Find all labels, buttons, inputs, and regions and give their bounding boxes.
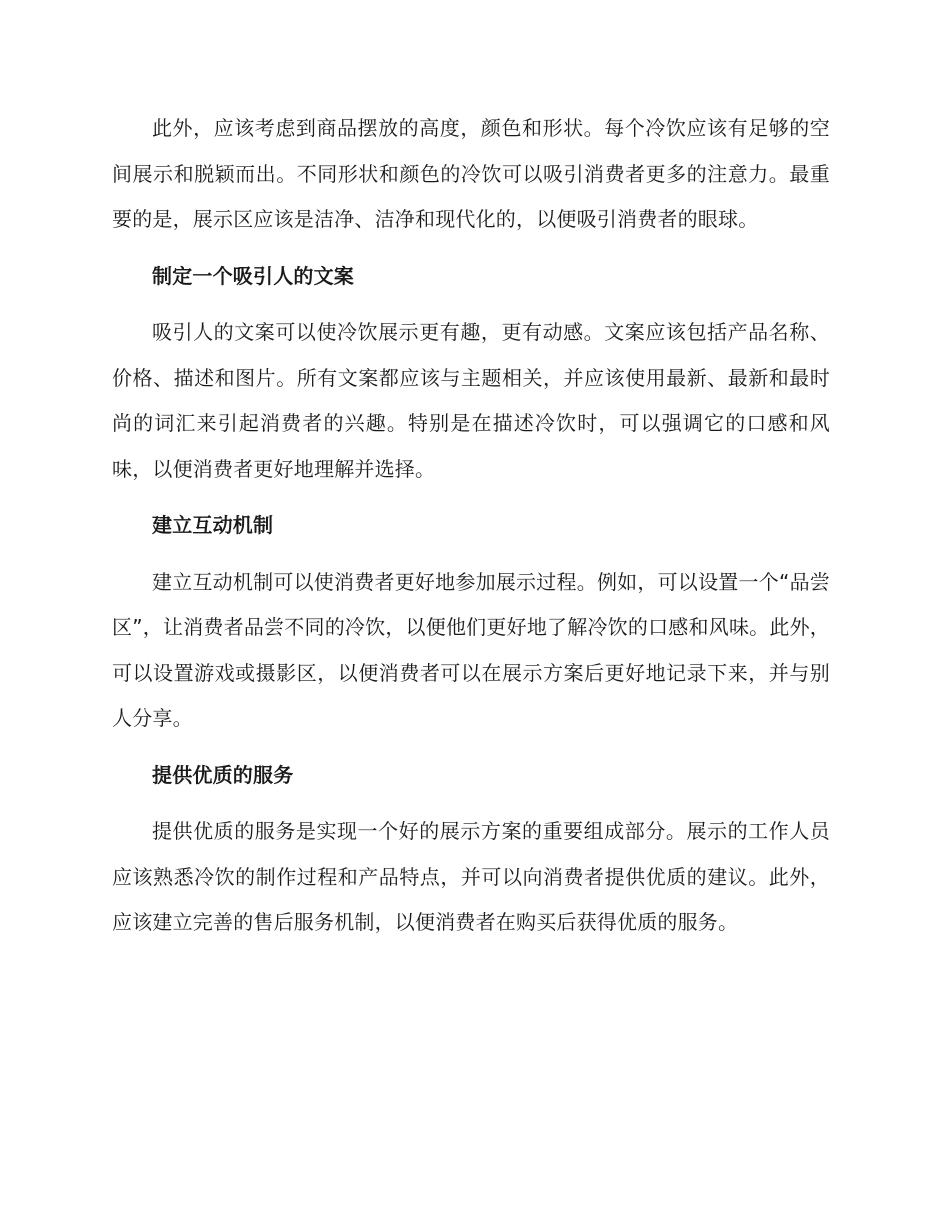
section-heading-interaction: 建立互动机制 [152, 513, 274, 537]
spacer [112, 798, 830, 809]
spacer [112, 299, 830, 310]
intro-paragraph: 此外，应该考虑到商品摆放的高度，颜色和形状。每个冷饮应该有足够的空间展示和脱颖而出。不同形状和颜色的冷饮可以吸引消费者更多的注意力。最重要的是，展示区应该是洁净、洁净和现代化的，以便吸引消费者的眼球。 [112, 116, 830, 231]
section-body-copywriting: 吸引人的文案可以使冷饮展示更有趣，更有动感。文案应该包括产品名称、价格、描述和图片。所有文案都应该与主题相关，并应该使用最新、最新和最时尚的词汇来引起消费者的兴趣。特别是在描述冷饮时，可以强调它的口感和风味，以便消费者更好地理解并选择。 [112, 320, 830, 481]
section-body-interaction: 建立互动机制可以使消费者更好地参加展示过程。例如，可以设置一个“品尝区”，让消费者品尝不同的冷饮，以便他们更好地了解冷饮的口感和风味。此外，可以设置游戏或摄影区，以便消费者可以在展示方案后更好地记录下来，并与别人分享。 [112, 569, 830, 730]
section-heading-service: 提供优质的服务 [152, 762, 294, 787]
section-body-service: 提供优质的服务是实现一个好的展示方案的重要组成部分。展示的工作人员应该熟悉冷饮的制作过程和产品特点，并可以向消费者提供优质的建议。此外，应该建立完善的售后服务机制，以便消费者在购买后获得优质的服务。 [112, 819, 830, 934]
document-page [112, 106, 830, 946]
spacer [112, 492, 830, 503]
spacer [112, 549, 830, 560]
section-heading-copywriting: 制定一个吸引人的文案 [152, 263, 354, 288]
spacer [112, 742, 830, 753]
spacer [112, 243, 830, 254]
